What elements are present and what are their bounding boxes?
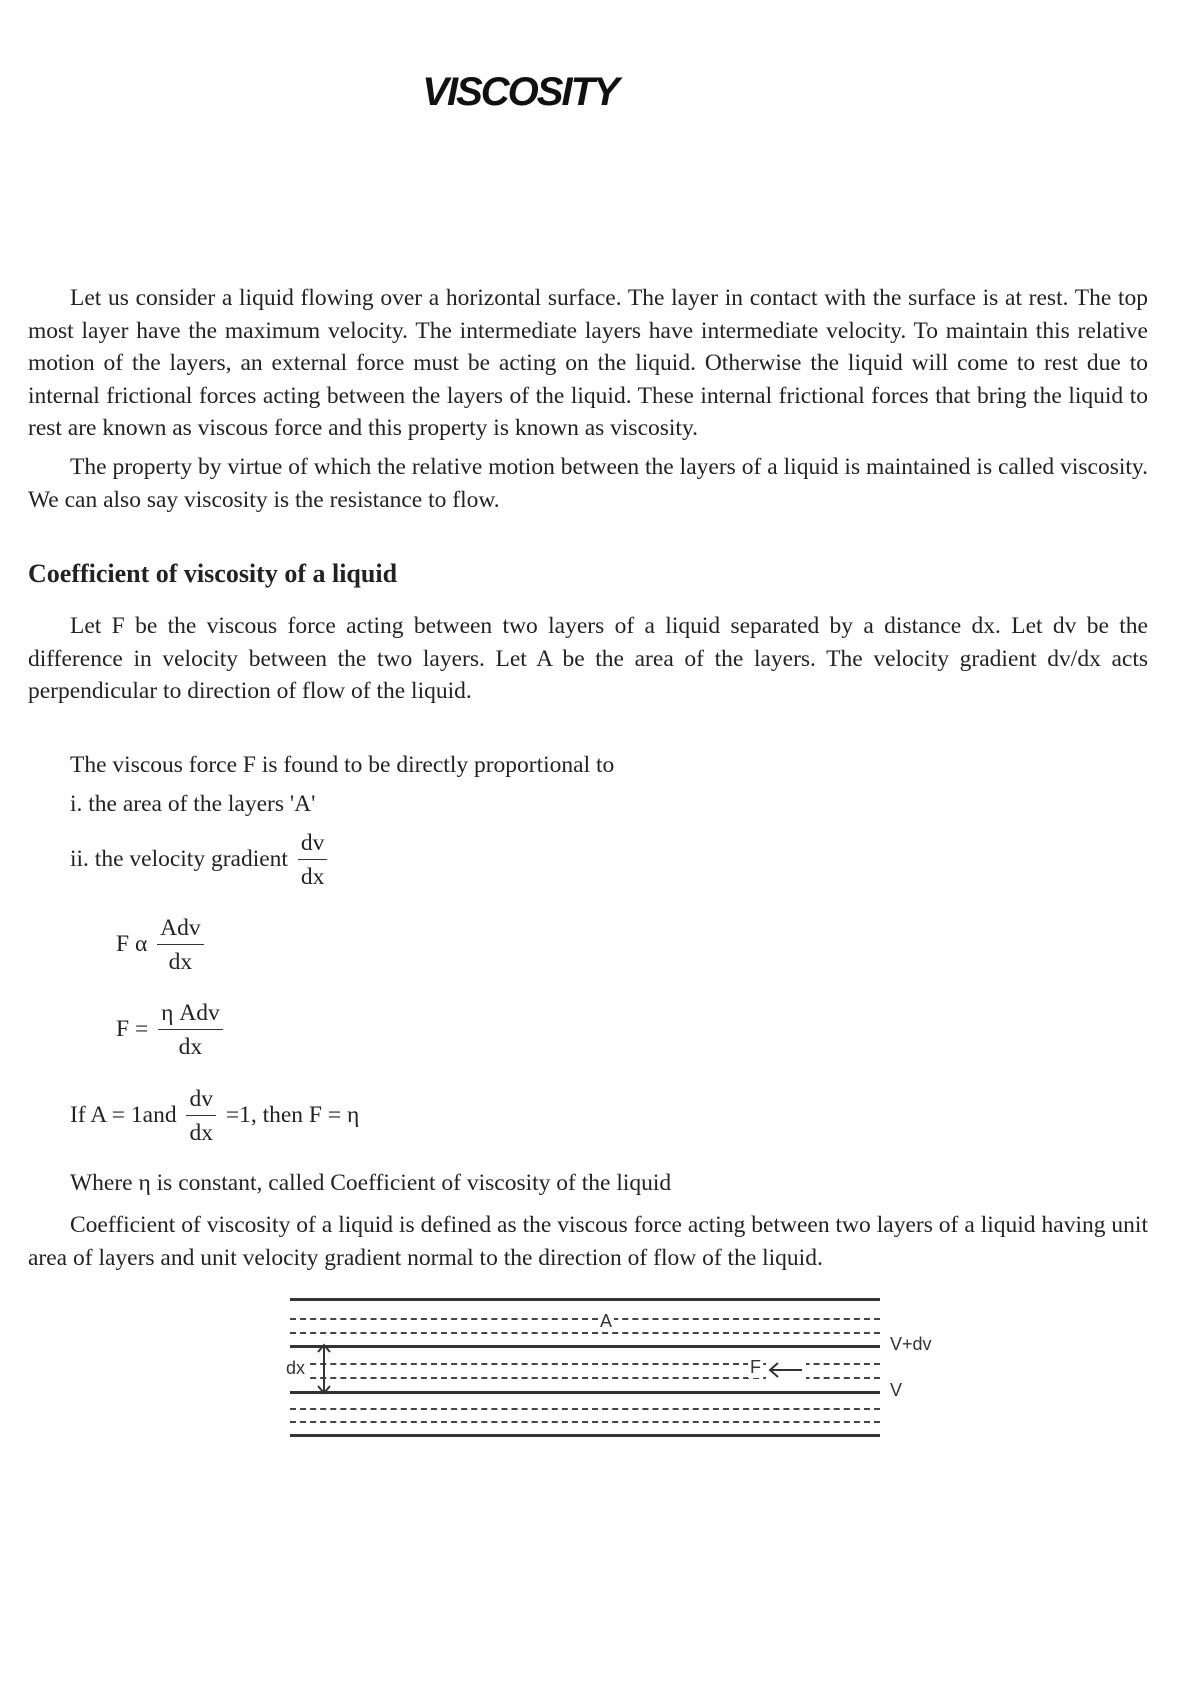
- equation-left: F α: [116, 930, 148, 957]
- dashed-layer-line: [290, 1421, 880, 1423]
- dashed-layer-line: [290, 1408, 880, 1410]
- fraction-numerator: dv: [186, 1086, 216, 1116]
- fraction-dv-dx: [186, 1086, 216, 1147]
- equation-left: F =: [116, 1015, 149, 1042]
- bottom-velocity-label: V: [890, 1380, 903, 1400]
- equation-equals: [116, 1000, 227, 1061]
- fraction-numerator: Adv: [157, 915, 203, 945]
- definition-paragraph: Coefficient of viscosity of a liquid is defined as the viscous force acting between two layers of a liquid having unit area of layers and unit velocity gradient normal to the direction of flow of the liquid.: [28, 1212, 1148, 1271]
- dx-arrow-icon: [314, 1342, 334, 1396]
- fraction-numerator: η Adv: [158, 1000, 223, 1030]
- where-line: Where η is constant, called Coefficient of viscosity of the liquid: [70, 1170, 672, 1196]
- paragraph-1: Let us consider a liquid flowing over a horizontal surface. The layer in contact with the surface is at rest. The top most layer have the maximum velocity. The intermediate layers have intermediate velocity. To maintain this relative motion of the layers, an external force must be acting on the liquid. Otherwise the liquid will come to rest due to internal frictional forces acting between the layers of the liquid. These internal frictional forces that bring the liquid to rest are known as viscous force and this property is known as viscosity.: [28, 285, 1148, 442]
- top-velocity-label: V+dv: [890, 1334, 932, 1354]
- solid-layer-line: [290, 1298, 880, 1301]
- equation-condition: [70, 1086, 359, 1147]
- layer-diagram: [286, 1290, 932, 1440]
- intro-text: [28, 282, 1148, 516]
- fraction-numerator: dv: [298, 830, 328, 860]
- page-title: VISCOSITY: [422, 70, 618, 114]
- dx-label: dx: [286, 1358, 306, 1378]
- gradient-label: ii. the velocity gradient: [70, 845, 288, 872]
- section-text: [28, 610, 1148, 708]
- fraction-denominator: dx: [300, 864, 325, 890]
- condition-suffix: =1, then F = η: [225, 1101, 360, 1128]
- fraction-adv-dx: [157, 915, 203, 976]
- solid-layer-line: [290, 1345, 880, 1348]
- fraction-dv-dx: [298, 830, 328, 891]
- condition-prefix: If A = 1and: [70, 1101, 177, 1128]
- fraction-denominator: dx: [189, 1120, 213, 1146]
- force-arrow-icon: [766, 1360, 806, 1380]
- dashed-layer-line: [290, 1332, 880, 1334]
- solid-layer-line: [290, 1434, 880, 1437]
- fraction-eta-adv-dx: [158, 1000, 223, 1061]
- paragraph-2: The property by virtue of which the relative motion between the layers of a liquid is maintained is called viscosity. We can also say viscosity is the resistance to flow.: [28, 453, 1148, 513]
- dashed-layer-line: [290, 1318, 880, 1320]
- proportional-intro: The viscous force F is found to be directly proportional to: [70, 752, 615, 778]
- section-heading: Coefficient of viscosity of a liquid: [28, 559, 398, 588]
- section-paragraph: Let F be the viscous force acting between two layers of a liquid separated by a distance dx. Let dv be the difference in velocity between the two layers. Let A be the area of the layers. The velocity gradient dv/dx acts perpendicular to direction of flow of the liquid.: [28, 613, 1148, 705]
- list-item-gradient: [70, 830, 331, 891]
- fraction-denominator: dx: [178, 1034, 203, 1060]
- fraction-denominator: dx: [168, 949, 193, 975]
- area-label: A: [600, 1311, 613, 1331]
- solid-layer-line: [290, 1391, 880, 1394]
- definition-text: [28, 1209, 1148, 1274]
- equation-proportional: [116, 915, 208, 976]
- list-item-area: i. the area of the layers 'A': [70, 791, 316, 817]
- force-label: F: [750, 1357, 761, 1377]
